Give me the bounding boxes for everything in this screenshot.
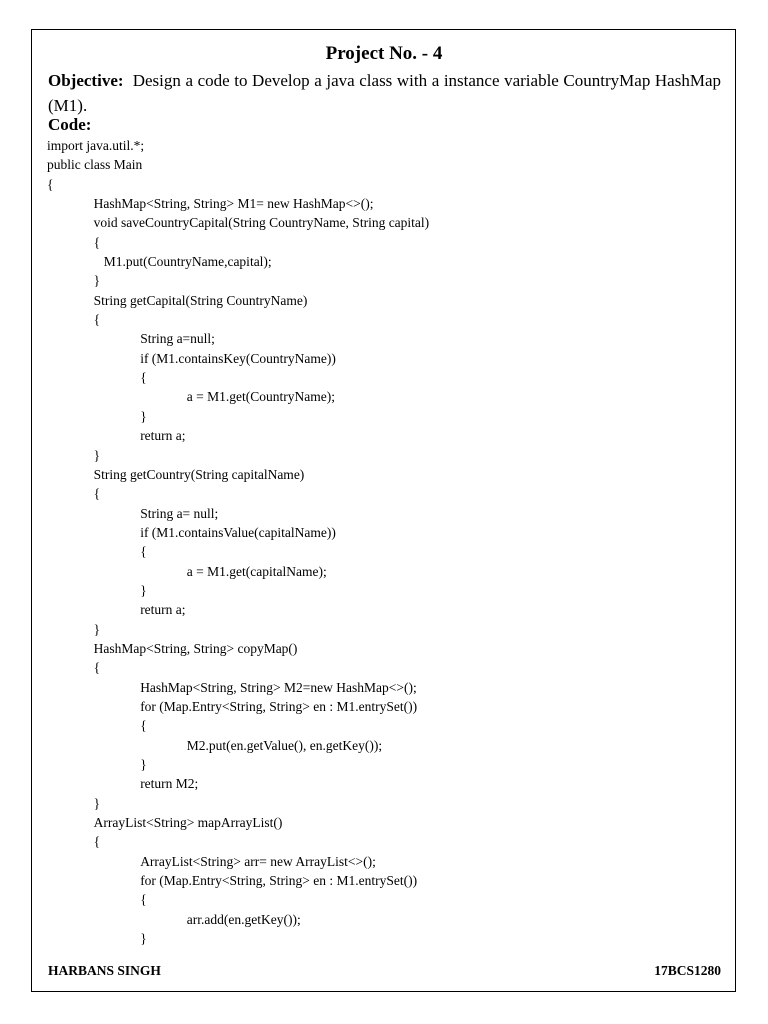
code-line: {: [47, 176, 54, 192]
code-line: }: [93, 795, 101, 811]
code-block: [47, 136, 727, 948]
code-line: {: [140, 370, 147, 386]
code-line: {: [93, 834, 101, 850]
code-line: a = M1.get(capitalName);: [186, 563, 327, 579]
code-line: a = M1.get(CountryName);: [186, 389, 336, 405]
code-line: import java.util.*;: [47, 138, 145, 153]
code-line: M2.put(en.getValue(), en.getKey());: [186, 737, 383, 753]
code-line: String getCapital(String CountryName): [93, 292, 308, 308]
code-line: return M2;: [140, 776, 199, 792]
code-line: for (Map.Entry<String, String> en : M1.entrySet()): [140, 873, 418, 889]
code-line: return a;: [140, 602, 186, 618]
code-line: HashMap<String, String> M2=new HashMap<>();: [140, 679, 417, 695]
code-heading: Code:: [48, 115, 92, 134]
code-line: }: [140, 408, 147, 424]
objective-text: Design a code to Develop a java class with a instance variable CountryMap HashMap (M1).: [48, 71, 721, 115]
code-line: if (M1.containsKey(CountryName)): [140, 350, 336, 366]
code-line: }: [140, 582, 147, 598]
code-line: for (Map.Entry<String, String> en : M1.entrySet()): [140, 698, 418, 714]
code-line: HashMap<String, String> M1= new HashMap<>();: [93, 196, 374, 212]
footer-roll-number: 17BCS1280: [654, 963, 721, 978]
code-line: {: [140, 718, 147, 734]
code-line: arr.add(en.getKey());: [186, 911, 301, 927]
code-line: ArrayList<String> arr= new ArrayList<>();: [140, 853, 376, 869]
footer-author-name: HARBANS SINGH: [48, 963, 161, 978]
code-line: M1.put(CountryName,capital);: [93, 254, 272, 270]
code-line: String getCountry(String capitalName): [93, 466, 305, 482]
code-line: ArrayList<String> mapArrayList(): [93, 815, 283, 831]
code-line: {: [93, 312, 101, 328]
code-line: }: [140, 931, 147, 947]
code-line: public class Main: [47, 157, 143, 173]
code-line: {: [93, 486, 101, 502]
code-line: void saveCountryCapital(String CountryName, String capital): [93, 215, 430, 231]
code-line: return a;: [140, 428, 186, 444]
code-line: {: [140, 892, 147, 908]
code-line: {: [93, 234, 101, 250]
code-line: }: [140, 757, 147, 772]
code-line: {: [140, 544, 147, 560]
objective-paragraph: [48, 68, 721, 118]
code-line: }: [93, 447, 101, 463]
code-line: }: [93, 621, 101, 637]
objective-label: Objective:: [48, 71, 124, 90]
page-title: Project No. - 4: [325, 43, 443, 64]
code-line: if (M1.containsValue(capitalName)): [140, 524, 336, 540]
code-line: {: [93, 660, 101, 676]
code-line: String a=null;: [140, 331, 215, 347]
code-line: String a= null;: [140, 505, 219, 521]
code-line: }: [93, 273, 101, 289]
code-line: HashMap<String, String> copyMap(): [93, 640, 298, 656]
